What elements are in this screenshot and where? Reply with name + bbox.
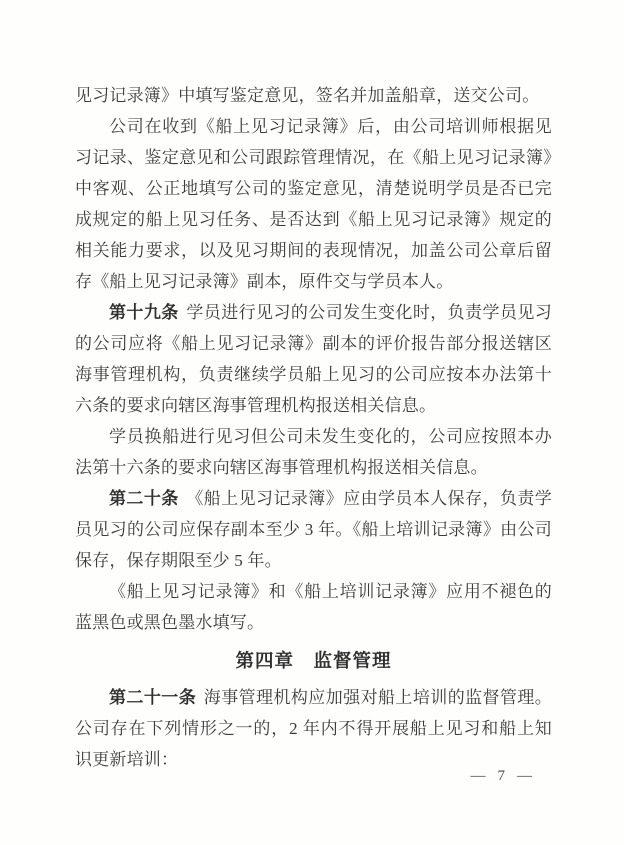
article-19-text: 学员进行见习的公司发生变化时，负责学员见习的公司应将《船上见习记录簿》副本的评价报告部分报送辖区海事管理机构，负责继续学员船上见习的公司应按本办法第十六条的要求向辖区海事管理机构报送相关信息。 (75, 303, 552, 415)
paragraph-ship-change: 学员换船进行见习但公司未发生变化的，公司应按照本办法第十六条的要求向辖区海事管理机构报送相关信息。 (75, 427, 552, 477)
paragraph-continuation: 见习记录簿》中填写鉴定意见，签名并加盖船章，送交公司。 (75, 86, 540, 105)
paragraph-article-20 (75, 483, 552, 576)
page-number-dash-left: — (470, 768, 486, 784)
paragraph-article-21 (75, 682, 552, 775)
page-number-value: 7 (497, 768, 505, 784)
paragraph-ink-requirement: 《船上见习记录簿》和《船上培训记录簿》应用不褪色的蓝黑色或黑色墨水填写。 (75, 582, 552, 632)
page-number (471, 768, 533, 785)
paragraph-company-review: 公司在收到《船上见习记录簿》后，由公司培训师根据见习记录、鉴定意见和公司跟踪管理情况，在《船上见习记录簿》中客观、公正地填写公司的鉴定意见，清楚说明学员是否已完成规定的船上见习任务、是否达到《船上见习记录簿》规定的相关能力要求，以及见习期间的表现情况，加盖公司公章后留存《船上见习记录簿》副本，原件交与学员本人。 (75, 117, 552, 291)
article-21-text: 海事管理机构应加强对船上培训的监督管理。公司存在下列情形之一的，2 年内不得开展船上见习和船上知识更新培训： (75, 688, 553, 769)
page-number-dash-right: — (517, 768, 532, 784)
article-19-label: 第十九条 (109, 303, 179, 322)
article-20-label: 第二十条 (109, 489, 179, 508)
page-content (75, 80, 552, 775)
article-20-text: 《船上见习记录簿》应由学员本人保存，负责学员见习的公司应保存副本至少 3 年。《船上培训记录簿》由公司保存，保存期限至少 5 年。 (75, 489, 552, 570)
paragraph-article-19 (75, 297, 552, 421)
chapter-heading: 第四章 监督管理 (235, 650, 392, 671)
article-21-label: 第二十一条 (109, 688, 197, 707)
